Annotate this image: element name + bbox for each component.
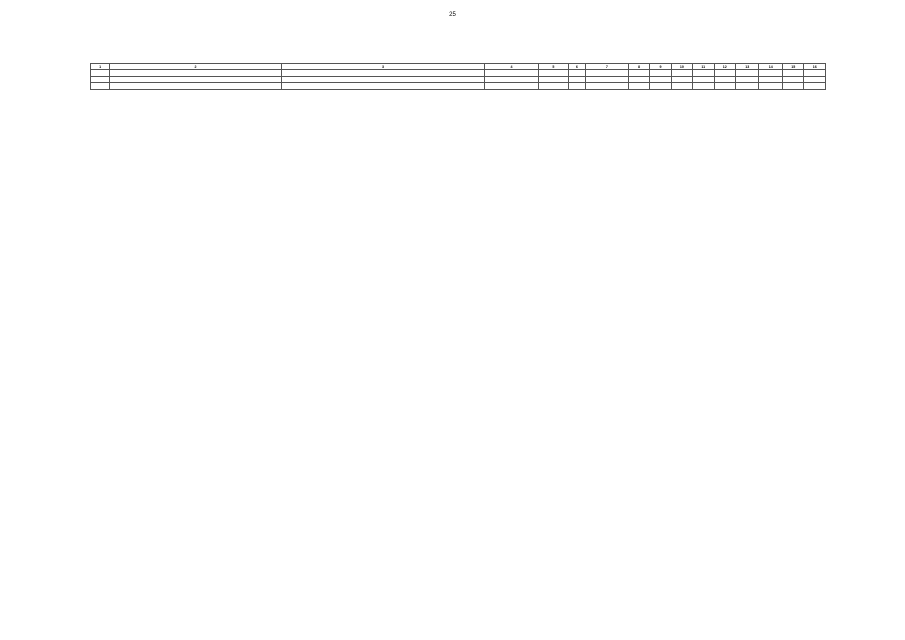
table-cell xyxy=(783,70,804,77)
table-cell xyxy=(714,76,735,83)
table-cell xyxy=(568,70,585,77)
column-header: 15 xyxy=(783,64,804,70)
table-cell xyxy=(693,83,714,90)
table-cell xyxy=(91,83,110,90)
table-cell xyxy=(714,83,735,90)
column-header: 3 xyxy=(281,64,485,70)
column-header: 13 xyxy=(735,64,759,70)
column-header: 14 xyxy=(759,64,783,70)
table-cell xyxy=(650,76,671,83)
column-header: 12 xyxy=(714,64,735,70)
table-row xyxy=(91,70,826,77)
table-cell xyxy=(693,70,714,77)
table-cell xyxy=(671,76,692,83)
column-header: 9 xyxy=(650,64,671,70)
table-cell xyxy=(804,76,826,83)
table-cell xyxy=(91,76,110,83)
table-cell xyxy=(735,70,759,77)
table-cell xyxy=(735,76,759,83)
column-header: 11 xyxy=(693,64,714,70)
column-header: 7 xyxy=(585,64,628,70)
table-cell xyxy=(538,76,568,83)
table-cell xyxy=(110,76,281,83)
table-cell xyxy=(485,83,539,90)
column-header: 8 xyxy=(628,64,649,70)
table-cell xyxy=(693,76,714,83)
table-row xyxy=(91,76,826,83)
table-cell xyxy=(783,83,804,90)
column-header: 2 xyxy=(110,64,281,70)
register-table xyxy=(90,63,826,90)
column-header: 16 xyxy=(804,64,826,70)
table-cell xyxy=(650,70,671,77)
table-cell xyxy=(585,83,628,90)
column-header: 4 xyxy=(485,64,539,70)
table-cell xyxy=(538,83,568,90)
table-cell xyxy=(568,83,585,90)
table-cell xyxy=(281,70,485,77)
table-cell xyxy=(628,83,649,90)
table-cell xyxy=(804,83,826,90)
column-header: 6 xyxy=(568,64,585,70)
table-cell xyxy=(110,83,281,90)
table-cell xyxy=(568,76,585,83)
table-cell xyxy=(671,83,692,90)
table-cell xyxy=(650,83,671,90)
column-header: 5 xyxy=(538,64,568,70)
table-cell xyxy=(671,70,692,77)
table-cell xyxy=(735,83,759,90)
table-body xyxy=(91,70,826,90)
table-cell xyxy=(804,70,826,77)
table-cell xyxy=(628,76,649,83)
table-cell xyxy=(281,83,485,90)
table-cell xyxy=(628,70,649,77)
table-cell xyxy=(281,76,485,83)
table-cell xyxy=(538,70,568,77)
column-header: 10 xyxy=(671,64,692,70)
register-table-container xyxy=(90,63,826,635)
column-header: 1 xyxy=(91,64,110,70)
table-cell xyxy=(91,70,110,77)
table-row xyxy=(91,83,826,90)
table-cell xyxy=(714,70,735,77)
table-cell xyxy=(485,76,539,83)
table-cell xyxy=(485,70,539,77)
table-cell xyxy=(585,70,628,77)
table-cell xyxy=(585,76,628,83)
table-cell xyxy=(110,70,281,77)
table-cell xyxy=(759,70,783,77)
page-number: 25 xyxy=(449,12,456,18)
table-cell xyxy=(759,76,783,83)
table-cell xyxy=(759,83,783,90)
table-cell xyxy=(783,76,804,83)
